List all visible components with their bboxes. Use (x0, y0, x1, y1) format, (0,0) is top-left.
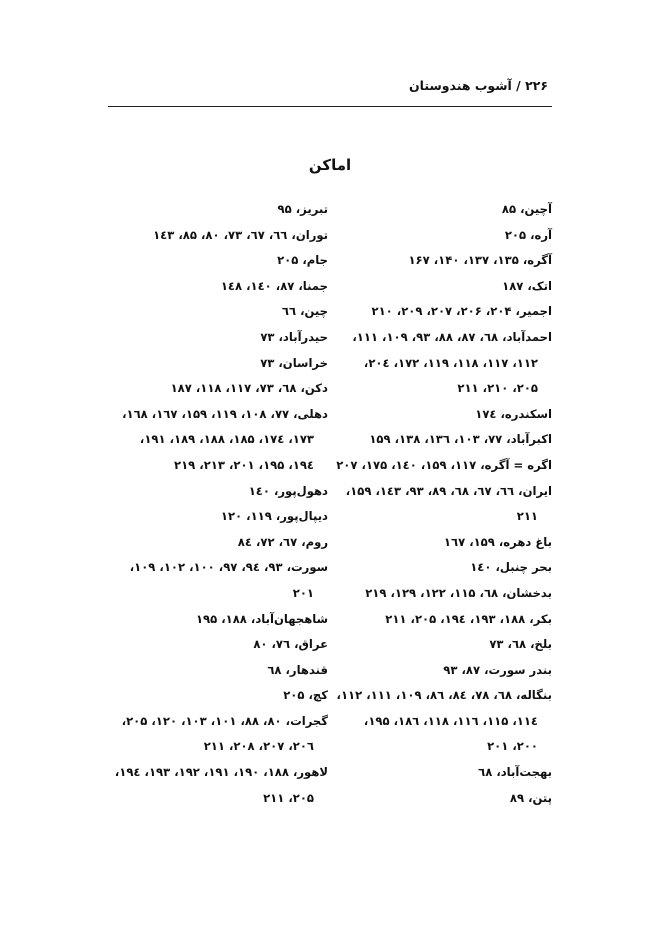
index-entry: پتن، ۸۹ (509, 790, 552, 805)
index-entry-continuation: ۱۱٤، ۱۱۵، ۱۱٦، ۱۱۸، ۱۸٦، ۱۹۵، (363, 713, 538, 728)
index-entry: حیدرآباد، ۷۳ (260, 329, 328, 344)
index-entry-continuation: ۲۰۵، ۲۱۰، ۲۱۱ (457, 381, 538, 396)
index-entry: دهول‌پور، ۱٤۰ (248, 483, 328, 498)
index-entry: بکر، ۱۸۸، ۱۹۳، ۱۹٤، ۲۰۵، ۲۱۱ (385, 611, 552, 626)
index-entry: قندهار، ٦۸ (267, 662, 328, 677)
index-entry: گجرات، ۸۰، ۸۸، ۱۰۱، ۱۰۳، ۱۲۰، ۲۰۵، (121, 713, 328, 728)
index-column-left (108, 197, 328, 811)
index-entry-continuation: ۱۹٤، ۱۹۵، ۲۰۱، ۲۱۳، ۲۱۹ (174, 457, 314, 472)
index-entry: روم، ٦۷، ۷۲، ۸٤ (237, 534, 328, 549)
index-entry-continuation: ۲۰٦، ۲۰۷، ۲۰۸، ۲۱۱ (203, 739, 314, 754)
index-entry: آره، ۲۰۵ (504, 227, 552, 242)
index-entry: خراسان، ۷۳ (260, 355, 328, 370)
index-entry: بهجت‌آباد، ٦۸ (478, 765, 552, 780)
index-entry: توران، ٦٦، ٦۷، ۷۳، ۸۰، ۸۵، ۱٤۳ (153, 227, 328, 242)
section-title: اماکن (308, 156, 352, 174)
index-entry: آگره، ۱۳۵، ۱۳۷، ۱۴۰، ۱۶۷ (408, 253, 552, 268)
index-entry: باغ دهره، ۱۵۹، ۱٦۷ (443, 534, 552, 549)
index-entry-continuation: ۱۷۳، ۱۷٤، ۱۸۵، ۱۸۸، ۱۸۹، ۱۹۱، (139, 432, 314, 447)
index-entry: چین، ٦٦ (281, 304, 328, 319)
index-entry: دیپال‌پور، ۱۱۹، ۱۲۰ (220, 509, 328, 524)
index-entry-continuation: ۲۰۰، ۲۰۱ (487, 739, 538, 754)
index-column-right (332, 197, 552, 811)
index-entry: اجمیر، ۲۰۴، ۲۰۶، ۲۰۷، ۲۰۹، ۲۱۰ (371, 304, 552, 319)
index-entry: کچ، ۲۰۵ (283, 688, 328, 703)
index-entry: بنگاله، ٦۸، ۷۸، ۸٤، ۸٦، ۱۰۹، ۱۱۱، ۱۱۲، (336, 688, 552, 703)
index-entry: ایران، ٦٦، ٦۷، ٦۸، ۸۹، ۹۳، ۱٤۳، ۱۵۹، (345, 483, 552, 498)
running-header: ۲۲۶ / آشوب هندوستان (408, 78, 548, 93)
index-entry-continuation: ۲۰۵، ۲۱۱ (263, 790, 314, 805)
index-entry: لاهور، ۱۸۸، ۱۹۰، ۱۹۱، ۱۹۲، ۱۹۳، ۱۹٤، (114, 765, 328, 780)
index-entry: آچین، ۸۵ (501, 202, 552, 216)
index-entry: اتک، ۱۸۷ (502, 278, 552, 293)
index-entry: شاهجهان‌آباد، ۱۸۸، ۱۹۵ (195, 611, 328, 626)
index-entry: جام، ۲۰۵ (277, 253, 328, 268)
index-entry: سورت، ۹۳، ۹٤، ۹۷، ۱۰۰، ۱۰۲، ۱۰۹، (129, 560, 328, 575)
index-entry: اسکندره، ۱۷٤ (475, 406, 552, 421)
index-entry: احمدآباد، ٦۸، ۸۷، ۸۸، ۹۳، ۱۰۹، ۱۱۱، (352, 329, 552, 344)
index-entry-continuation: ۲۰۱ (292, 585, 314, 600)
index-entry: اگره = آگره، ۱۱۷، ۱۵۹، ۱٤۰، ۱۷۵، ۲۰۷ (336, 457, 552, 472)
index-entry-continuation: ۱۱۲، ۱۱۷، ۱۱۸، ۱۱۹، ۱۷۲، ۲۰٤، (363, 355, 538, 370)
index-entry: عراق، ۷٦، ۸۰ (253, 637, 328, 652)
index-entry: بندر سورت، ۸۷، ۹۳ (443, 662, 552, 677)
index-entry: اکبرآباد، ۷۷، ۱۰۳، ۱۳٦، ۱۳۸، ۱۵۹ (369, 432, 552, 447)
index-entry: جمنا، ۸۷، ۱٤۰، ۱٤۸ (220, 278, 328, 293)
header-rule (108, 106, 552, 107)
index-entry-continuation: ۲۱۱ (516, 509, 538, 524)
index-entry: تبریز، ۹۵ (277, 202, 328, 216)
index-entry: بلخ، ٦۸، ۷۳ (489, 637, 552, 652)
index-entry: دکن، ٦۸، ۷۳، ۱۱۷، ۱۱۸، ۱۸۷ (170, 381, 328, 396)
index-entry: دهلی، ۷۷، ۱۰۸، ۱۱۹، ۱۵۹، ۱٦۷، ۱٦۸، (122, 406, 328, 421)
index-entry: بدخشان، ٦۸، ۱۱۵، ۱۲۲، ۱۲۹، ۲۱۹ (365, 585, 552, 600)
index-entry: بحر چنبل، ۱٤۰ (470, 560, 552, 575)
